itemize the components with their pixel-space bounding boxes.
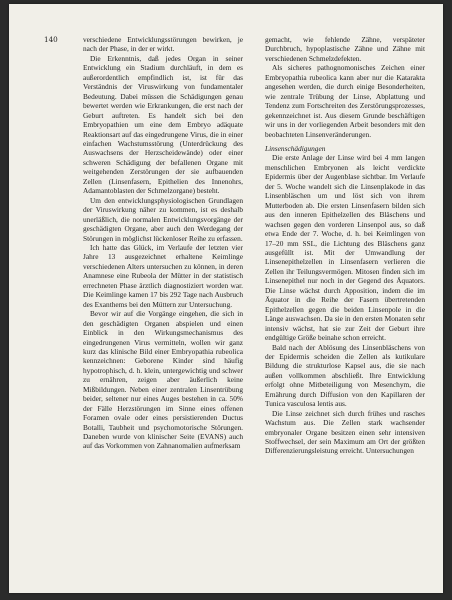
paragraph: Als sicheres pathognomonisches Zeichen einer Embryopathia rubeolica kann aber nur die Katarakta angesehen werden, die durch einige Besonderheiten, wie zentrale Trübung der Linse, Abplattung und Tendenz zum Fortschreiten des Zerstörungsprozesses, gekennzeichnet ist. Aus diesem Grunde beschäftigen wir uns in der vorliegenden Arbeit besonders mit den beobachteten Linsenveränderungen. <box>265 63 425 139</box>
paragraph: Bevor wir auf die Vorgänge eingehen, die sich in den geschädigten Organen abspielen und einen Einblick in den Wirkungsmechanismus des eingedrungenen Virus vermitteln, wollen wir ganz kurz das klinische Bild einer Embryopathia rubeolica kennzeichnen: Geborene Kinder sind häufig hypotrophisch, d. h. klein, untergewichtig und schwer zu ernähren, zeigen aber äußerlich keine Mißbildungen. Neben einer zentralen Linsentrübung beider, seltener nur eines Auges bestehen in ca. 50% der Fälle Herzstörungen im Sinne eines offenen Foramen ovale oder eines persistierenden Ductus Botalli, Taubheit und psychomotorische Störungen. Daneben wurde von klinischer Seite (EVANS) auch auf das Vorkommen von Zahnanomalien aufmerksam <box>83 309 243 451</box>
book-page <box>9 4 443 593</box>
left-column <box>83 35 243 451</box>
paragraph: Um den entwicklungsphysiologischen Grundlagen der Viruswirkung näher zu kommen, ist es deshalb unerläßlich, die normalen Entwicklungsvorgänge der geschädigten Organe, aber auch den Werdegang der Störungen in möglichst lückenloser Reihe zu erfassen. <box>83 195 243 243</box>
paragraph: gemacht, wie fehlende Zähne, verspäteter Durchbruch, hypoplastische Zähne und Zähne mit verschiedenen Schmelzdefekten. <box>265 35 425 63</box>
paragraph: Die Erkenntnis, daß jedes Organ in seiner Entwicklung ein Stadium durchläuft, in dem es außerordentlich empfindlich ist, ist für das Verständnis der Viruswirkung von fundamentaler Bedeutung. Dabei müssen die Schädigungen genau bewertet werden wie Erkrankungen, die erst nach der Geburt auftreten. Es handelt sich bei den Embryopathien um eine dem Embryo adäquate Reaktionsart auf das eingedrungene Virus, die in einer einfachen Wachstumsstörung (Unterdrückung des Auswachsens der Herzscheidewände) oder einer schweren Schädigung der befallenen Organe mit weitgehenden Zerstörungen der sie aufbauenden Zellen (Linsenfasern, Epithelien des Innenohrs, Adamantoblasten der Schmelzorgane) besteht. <box>83 53 243 196</box>
paragraph: Die Linse zeichnet sich durch frühes und rasches Wachstum aus. Die Zellen stark wachsender embryonaler Organe besitzen einen sehr intensiven Stoffwechsel, der sein Maximum am Ort der größten Differenzierungsleistung erreicht. Untersuchungen <box>265 408 425 456</box>
page-number: 140 <box>44 35 58 44</box>
paragraph: Bald nach der Ablösung des Linsenbläschens von der Epidermis scheiden die Zellen als kutikulare Bildung die strukturlose Kapsel aus, die sie nach außen vollkommen abschließt. Ihre Entwicklung erfolgt ohne Mitbeteiligung von Mesenchym, die Ernährung durch Diffusion von den Kapillaren der Tunica vasculosa lentis aus. <box>265 342 425 409</box>
paragraph: verschiedene Entwicklungsstörungen bewirken, je nach der Phase, in der er wirkt. <box>83 35 243 54</box>
section-heading: Linsenschädigungen <box>265 143 326 153</box>
paragraph: Die erste Anlage der Linse wird bei 4 mm langen menschlichen Embryonen als leicht verdickte Epidermis über der Augenblase sichtbar. Im Verlaufe der 5. Woche wandelt sich die Linsenplakode in das Linsenbläschen um und löst sich von ihrem Mutterboden ab. Die ersten Linsenfasern bilden sich aus den inneren Epithelzellen des Bläschens und wachsen gegen den vorderen Linsenpol aus, so daß etwa Ende der 7. Woche, d. h. bei Keimlingen von 17–20 mm SSL, die Lichtung des Bläschens ganz ausgefüllt ist. Mit der Umwandlung der Linsenepithelzellen in Linsenfasern verlieren die Zellen ihr Teilungsvermögen. Mitosen finden sich im Linsenepithel nur noch in der Gegend des Äquators. Die Linse wächst durch Apposition, indem die im Äquator in die Reihe der Fasern übertretenden Epithelzellen gegen die beiden Linsenpole in die Länge auswachsen. Da sie in den ersten Monaten sehr intensiv wächst, hat sie zur Zeit der Geburt ihre endgültige Größe beinahe schon erreicht. <box>265 153 425 343</box>
right-column <box>265 35 425 456</box>
paragraph: Ich hatte das Glück, im Verlaufe der letzten vier Jahre 13 ausgezeichnet erhaltene Keimlinge verschiedenen Alters untersuchen zu können, in deren Anamnese eine Rubeola der Mütter in der statistisch errechneten Phase ärztlich diagnostiziert worden war. Die Keimlinge kamen 17 bis 292 Tage nach Ausbruch des Exanthems bei den Müttern zur Untersuchung. <box>83 242 243 309</box>
